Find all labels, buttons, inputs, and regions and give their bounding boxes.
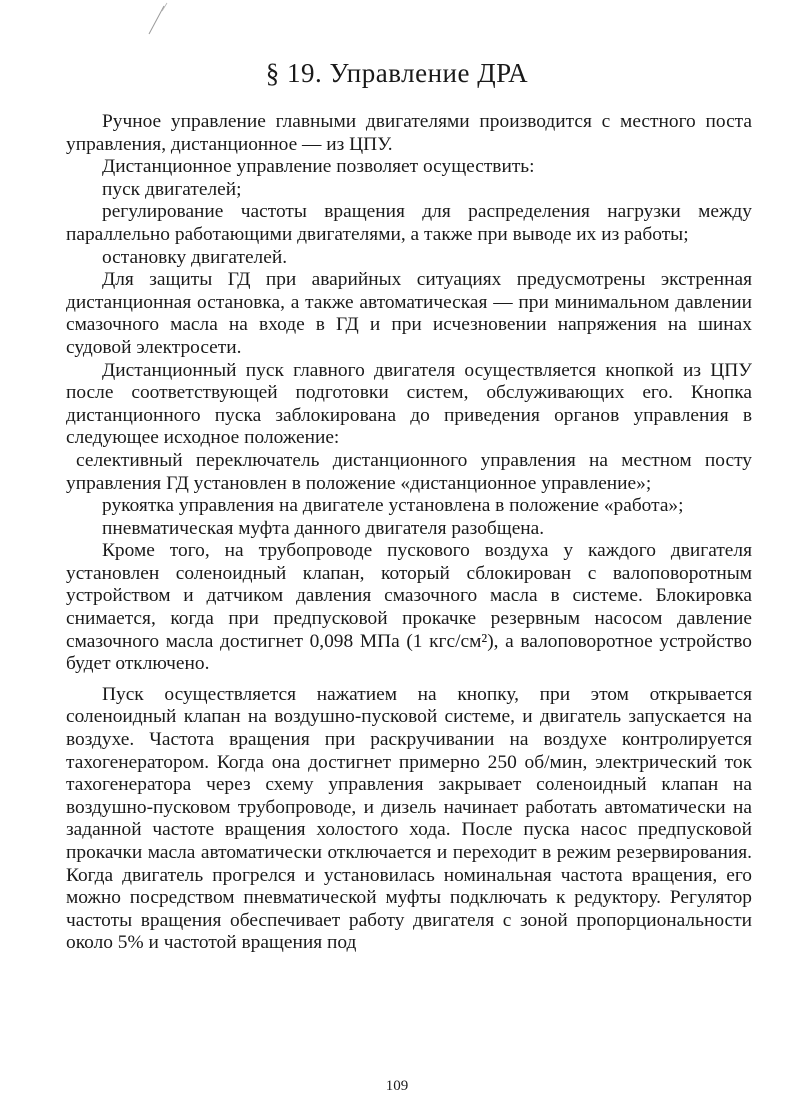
paragraph: Дистанционный пуск главного двигателя осуществляется кнопкой из ЦПУ после соответствующей подготовки систем, обслуживающих его. Кнопка дистанционного пуска заблокирована до приведения органов управления в следующее исходное положение: [66,359,752,449]
paragraph: Дистанционное управление позволяет осуществить: [102,156,535,178]
list-item: рукоятка управления на двигателе установлена в положение «работа»; [102,495,684,517]
paragraph: Для защиты ГД при аварийных ситуациях предусмотрены экстренная дистанционная остановка, а также автоматическая — при минимальном давлении смазочного масла на входе в ГД и при исчезновении напряжения на шинах судовой электросети. [66,269,752,358]
paragraph: Кроме того, на трубопроводе пускового воздуха у каждого двигателя установлен соленоидный клапан, который сблокирован с валоповоротным устройством и датчиком давления смазочного масла в системе. Блокировка снимается, когда при предпусковой прокачке резервным насосом давление смазочного масла достигнет 0,098 МПа (1 кгс/см²), а валоповоротное устройство будет отключено. [66,540,752,675]
paragraph: Ручное управление главными двигателями производится с местного поста управления, дистанционное — из ЦПУ. [66,111,752,155]
list-item: пневматическая муфта данного двигателя разобщена. [102,517,545,539]
list-item: пуск двигателей; [102,178,242,200]
paragraph: Пуск осуществляется нажатием на кнопку, при этом открывается соленоидный клапан на воздушно-пусковой системе, и двигатель запускается на воздухе. Частота вращения при раскручивании на воздухе контролируется тахогенератором. Когда она достигнет примерно 250 об/мин, электрический ток тахогенератора через схему управления закрывает соленоидный клапан на воздушно-пусковом трубопроводе, и дизель начинает работать автоматически на заданной частоте вращения холостого хода. После пуска насос предпусковой прокачки масла автоматически отключается и переходит в режим резервирования. Когда двигатель прогрелся и установилась номинальная частота вращения, его можно посредством пневматической муфты подключать к редуктору. Регулятор частоты вращения обеспечивает работу двигателя с зоной пропорциональности около 5% и частотой вращения под [66,683,752,954]
list-item: остановку двигателей. [102,246,288,268]
page-number: 109 [385,1078,409,1094]
body-text [66,111,752,955]
list-item: регулирование частоты вращения для распределения нагрузки между параллельно работающими двигателями, а также при выводе их из работы; [66,201,752,245]
list-item: селективный переключатель дистанционного управления на местном посту управления ГД установлен в положение «дистанционное управление»; [66,449,752,494]
section-title: § 19. Управление ДРА [265,58,529,88]
pencil-mark [147,2,169,36]
